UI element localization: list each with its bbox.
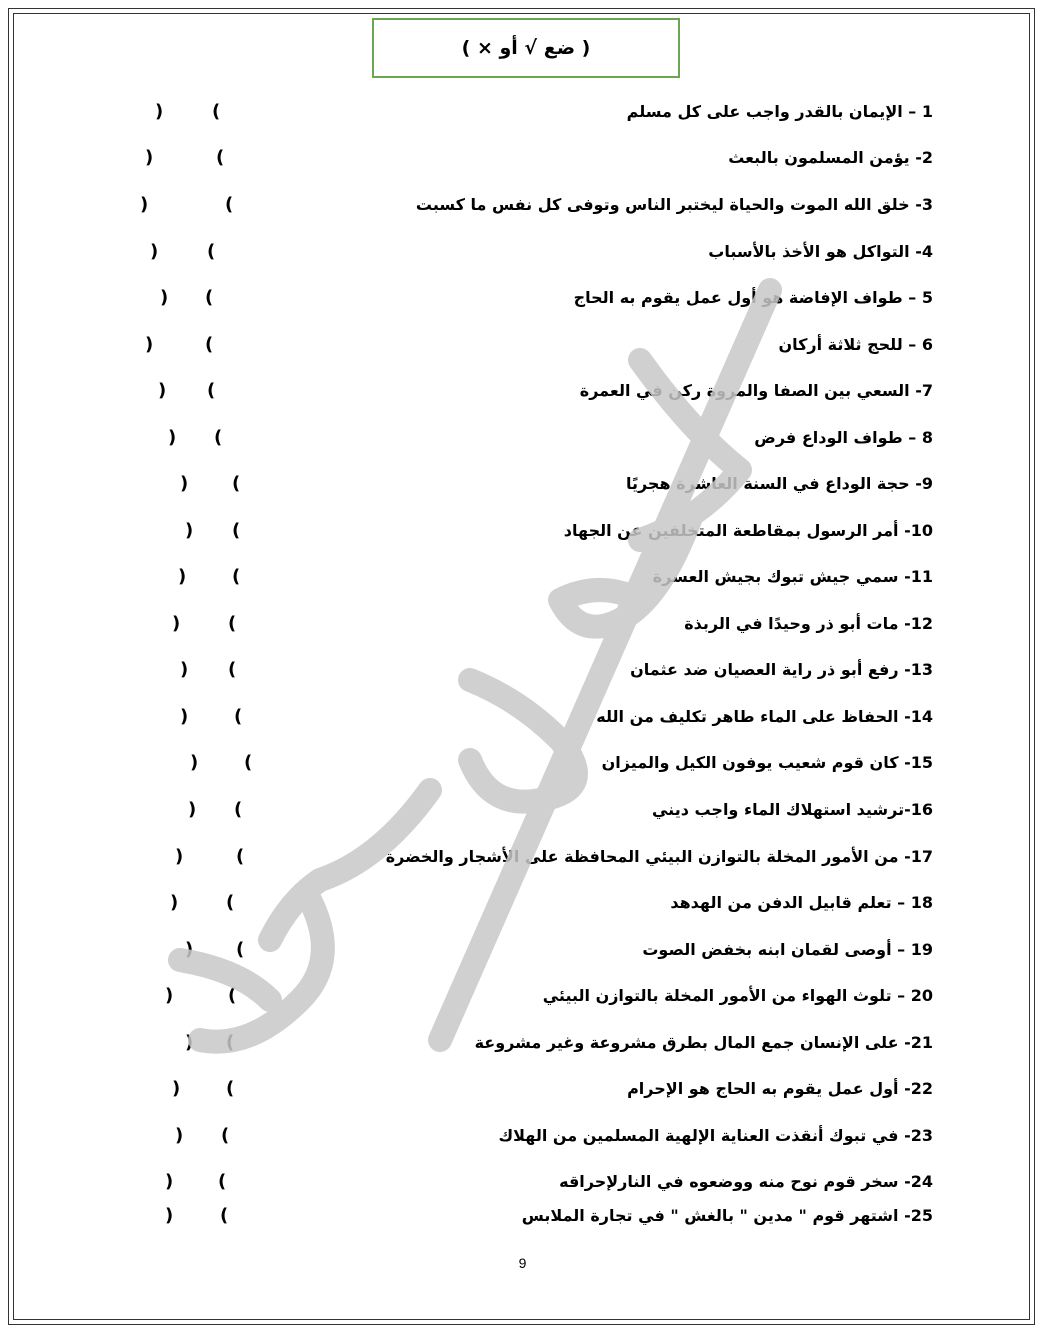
question-text: 25- اشتهر قوم " مدين " بالغش " في تجارة الملابس <box>521 1206 933 1225</box>
answer-bracket-close: ) <box>140 194 149 215</box>
answer-bracket-open: ( <box>218 1171 227 1192</box>
page-number: 9 <box>518 1255 527 1271</box>
answer-bracket-open: ( <box>212 101 221 122</box>
answer-bracket-open: ( <box>205 287 214 308</box>
answer-bracket-open: ( <box>244 752 253 773</box>
question-item <box>120 1074 933 1104</box>
question-item <box>120 702 933 732</box>
question-item <box>120 748 933 778</box>
question-item <box>120 1028 933 1058</box>
question-text: 17- من الأمور المخلة بالتوازن البيئي المحافظة على الأشجار والخضرة <box>385 847 933 866</box>
answer-bracket-open: ( <box>207 380 216 401</box>
question-text: 16-ترشيد استهلاك الماء واجب ديني <box>651 800 933 819</box>
question-text: 15- كان قوم شعيب يوفون الكيل والميزان <box>601 753 933 772</box>
question-item <box>120 283 933 313</box>
answer-bracket-close: ) <box>145 334 154 355</box>
answer-bracket-close: ) <box>188 799 197 820</box>
question-text: 5 – طواف الإفاضة هو أول عمل يقوم به الحاج <box>573 288 933 307</box>
answer-bracket-open: ( <box>205 334 214 355</box>
answer-bracket-open: ( <box>236 939 245 960</box>
answer-bracket-open: ( <box>228 613 237 634</box>
answer-bracket-close: ) <box>158 380 167 401</box>
question-item <box>120 469 933 499</box>
answer-bracket-open: ( <box>220 1205 229 1226</box>
question-text: 1 – الإيمان بالقدر واجب على كل مسلم <box>626 102 933 121</box>
question-text: 9- حجة الوداع في السنة العاشرة هجريًا <box>625 474 933 493</box>
question-item <box>120 888 933 918</box>
answer-bracket-close: ) <box>178 566 187 587</box>
answer-bracket-open: ( <box>236 846 245 867</box>
question-text: 4- التواكل هو الأخذ بالأسباب <box>708 242 933 261</box>
question-item <box>120 981 933 1011</box>
answer-bracket-close: ) <box>185 1032 194 1053</box>
question-text: 11- سمي جيش تبوك بجيش العسرة <box>652 567 933 586</box>
instruction-title: ( ضع √ أو × ) <box>372 18 680 78</box>
question-text: 6 – للحج ثلاثة أركان <box>778 335 933 354</box>
question-item <box>120 1121 933 1151</box>
answer-bracket-open: ( <box>232 473 241 494</box>
question-text: 12- مات أبو ذر وحيدًا في الربذة <box>684 614 933 633</box>
question-text: 22- أول عمل يقوم به الحاج هو الإحرام <box>627 1079 933 1098</box>
question-text: 2- يؤمن المسلمون بالبعث <box>728 148 933 167</box>
question-item <box>120 795 933 825</box>
question-item <box>120 655 933 685</box>
question-text: 24- سخر قوم نوح منه ووضعوه في النارلإحراقه <box>559 1172 933 1191</box>
question-item <box>120 190 933 220</box>
question-item <box>120 423 933 453</box>
answer-bracket-open: ( <box>207 241 216 262</box>
answer-bracket-close: ) <box>165 985 174 1006</box>
answer-bracket-close: ) <box>168 427 177 448</box>
question-item <box>120 1201 933 1231</box>
answer-bracket-open: ( <box>234 799 243 820</box>
answer-bracket-close: ) <box>155 101 164 122</box>
answer-bracket-close: ) <box>172 1078 181 1099</box>
question-item <box>120 143 933 173</box>
answer-bracket-close: ) <box>160 287 169 308</box>
answer-bracket-close: ) <box>190 752 199 773</box>
question-item <box>120 97 933 127</box>
answer-bracket-open: ( <box>234 706 243 727</box>
question-text: 19 – أوصى لقمان ابنه بخفض الصوت <box>642 940 933 959</box>
answer-bracket-open: ( <box>226 892 235 913</box>
answer-bracket-close: ) <box>180 706 189 727</box>
question-text: 20 – تلوث الهواء من الأمور المخلة بالتوازن البيئي <box>542 986 933 1005</box>
answer-bracket-close: ) <box>145 147 154 168</box>
answer-bracket-close: ) <box>175 846 184 867</box>
question-text: 21- على الإنسان جمع المال بطرق مشروعة وغير مشروعة <box>474 1033 933 1052</box>
answer-bracket-open: ( <box>232 566 241 587</box>
question-item <box>120 330 933 360</box>
answer-bracket-open: ( <box>216 147 225 168</box>
answer-bracket-open: ( <box>226 1078 235 1099</box>
answer-bracket-open: ( <box>232 520 241 541</box>
question-item <box>120 842 933 872</box>
answer-bracket-open: ( <box>225 194 234 215</box>
question-item <box>120 1167 933 1197</box>
answer-bracket-open: ( <box>228 659 237 680</box>
answer-bracket-close: ) <box>180 473 189 494</box>
question-text: 3- خلق الله الموت والحياة ليختبر الناس وتوفى كل نفس ما كسبت <box>415 195 933 214</box>
question-item <box>120 237 933 267</box>
answer-bracket-open: ( <box>228 985 237 1006</box>
question-text: 18 – تعلم قابيل الدفن من الهدهد <box>670 893 933 912</box>
question-text: 7- السعي بين الصفا والمروة ركن في العمرة <box>579 381 933 400</box>
question-item <box>120 935 933 965</box>
answer-bracket-close: ) <box>185 939 194 960</box>
answer-bracket-close: ) <box>165 1171 174 1192</box>
question-item <box>120 516 933 546</box>
answer-bracket-open: ( <box>226 1032 235 1053</box>
answer-bracket-open: ( <box>221 1125 230 1146</box>
answer-bracket-close: ) <box>180 659 189 680</box>
answer-bracket-close: ) <box>165 1205 174 1226</box>
question-item <box>120 376 933 406</box>
answer-bracket-close: ) <box>150 241 159 262</box>
question-text: 13- رفع أبو ذر راية العصيان ضد عثمان <box>630 660 933 679</box>
answer-bracket-open: ( <box>214 427 223 448</box>
question-text: 8 – طواف الوداع فرض <box>754 428 933 447</box>
question-text: 10- أمر الرسول بمقاطعة المتخلفين عن الجهاد <box>563 521 933 540</box>
answer-bracket-close: ) <box>185 520 194 541</box>
answer-bracket-close: ) <box>175 1125 184 1146</box>
answer-bracket-close: ) <box>170 892 179 913</box>
question-text: 23- في تبوك أنقذت العناية الإلهية المسلمين من الهلاك <box>498 1126 933 1145</box>
question-item <box>120 609 933 639</box>
question-item <box>120 562 933 592</box>
question-text: 14- الحفاظ على الماء طاهر تكليف من الله <box>596 707 933 726</box>
answer-bracket-close: ) <box>172 613 181 634</box>
